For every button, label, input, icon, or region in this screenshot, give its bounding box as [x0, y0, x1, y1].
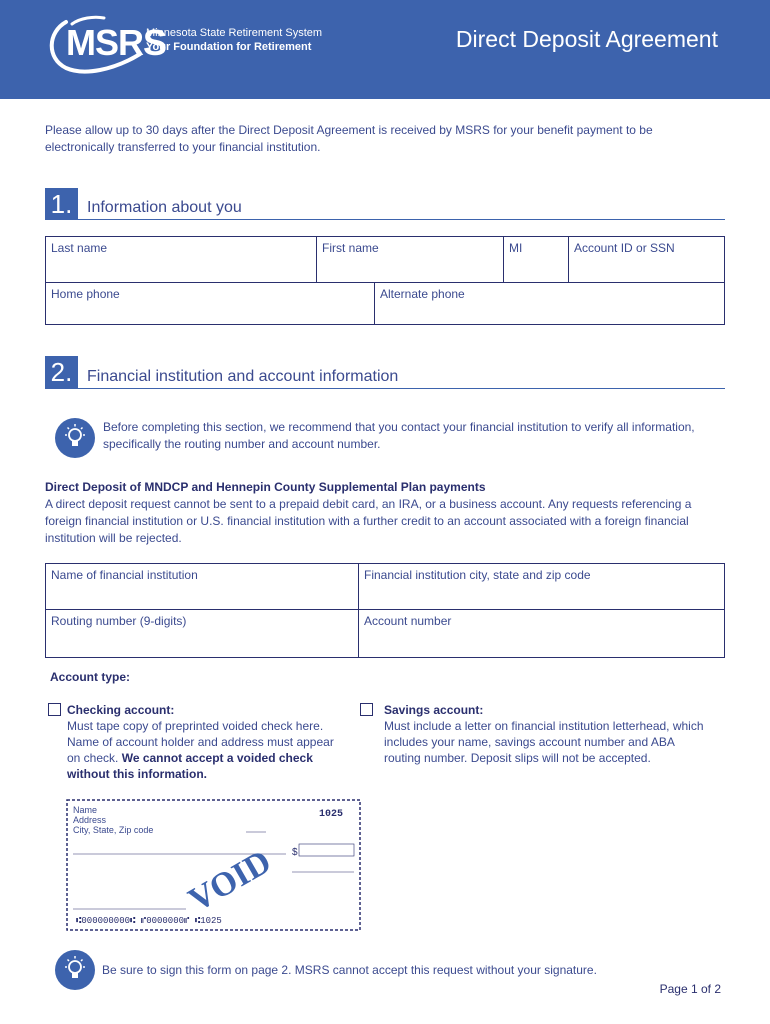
fi-city-label: Financial institution city, state and zip code: [364, 568, 591, 582]
first-name-label: First name: [322, 241, 379, 255]
logo-text: MSRS: [66, 22, 167, 63]
checking-body-text: Must tape copy of preprinted voided check here. Name of account holder and address must appear on check.: [67, 719, 334, 765]
mi-label: MI: [509, 241, 523, 255]
home-phone-label: Home phone: [51, 287, 120, 301]
checking-body-bold: We cannot accept a voided check without this information.: [67, 751, 313, 781]
lightbulb-icon: [55, 418, 95, 458]
personal-info-form: [45, 236, 725, 325]
last-name-label: Last name: [51, 241, 108, 255]
check-number: 1025: [319, 809, 344, 820]
fi-city-field[interactable]: [359, 564, 724, 610]
alternate-phone-label: Alternate phone: [380, 287, 465, 301]
lightbulb-icon-2: [55, 950, 95, 990]
checking-checkbox[interactable]: [48, 703, 61, 716]
checking-body: [67, 718, 342, 782]
account-number-label: Account number: [364, 614, 452, 628]
void-stamp: VOID: [182, 843, 278, 920]
account-type-label: Account type:: [50, 670, 131, 684]
alternate-phone-field[interactable]: [375, 283, 724, 324]
account-id-label: Account ID or SSN: [574, 241, 675, 255]
routing-number-label: Routing number (9-digits): [51, 614, 187, 628]
savings-checkbox[interactable]: [360, 703, 373, 716]
intro-text: Please allow up to 30 days after the Direct Deposit Agreement is received by MSRS for your benefit payment to be electronically transferred to your financial institution.: [45, 123, 653, 154]
direct-deposit-heading: Direct Deposit of MNDCP and Hennepin County Supplemental Plan payments: [45, 480, 486, 494]
section-2-rule: [45, 388, 725, 389]
fi-name-field[interactable]: [46, 564, 359, 610]
first-name-field[interactable]: [317, 237, 504, 283]
page-number: Page 1 of 2: [659, 982, 721, 996]
header-banner: [0, 0, 770, 99]
home-phone-field[interactable]: [46, 283, 375, 324]
fi-name-label: Name of financial institution: [51, 568, 198, 582]
account-id-field[interactable]: [569, 237, 724, 283]
checking-title: Checking account:: [67, 703, 175, 717]
section-2-number: 2.: [45, 356, 78, 388]
check-micr-line: ⑆000000000⑆ ⑈0000000⑈ ⑆1025: [76, 916, 222, 926]
check-city: City, State, Zip code: [73, 825, 154, 835]
signature-tip-text: Be sure to sign this form on page 2. MSRS cannot accept this request without your signature.: [102, 963, 597, 977]
section-2-title: Financial institution and account information: [87, 368, 399, 385]
financial-info-form: [45, 563, 725, 658]
section-1-title: Information about you: [87, 199, 242, 216]
check-dollar-sign: $: [292, 847, 298, 858]
account-number-field[interactable]: [359, 610, 724, 657]
routing-number-field[interactable]: [46, 610, 359, 657]
section-1-number: 1.: [45, 188, 78, 220]
savings-body: Must include a letter on financial institution letterhead, which includes your name, savings account number and ABA routing number. Deposit slips will not be accepted.: [384, 719, 704, 765]
document-title: Direct Deposit Agreement: [455, 26, 718, 52]
check-name: Name: [73, 805, 98, 815]
last-name-field[interactable]: [46, 237, 317, 283]
org-tagline: Your Foundation for Retirement: [146, 41, 312, 53]
direct-deposit-body: A direct deposit request cannot be sent to a prepaid debit card, an IRA, or a business account. Any requests referencing a foreign financial institution or U.S. financial institution with a further credit to an account associated with a foreign financial institution will be rejected.: [45, 497, 692, 545]
voided-check-image: [66, 799, 361, 931]
section-1-rule: [45, 219, 725, 220]
savings-title: Savings account:: [384, 703, 484, 717]
mi-field[interactable]: [504, 237, 569, 283]
verify-tip-text: Before completing this section, we recommend that you contact your financial institution to verify all information, specifically the routing number and account number.: [103, 420, 695, 451]
check-address: Address: [73, 815, 107, 825]
org-name: Minnesota State Retirement System: [146, 27, 323, 39]
